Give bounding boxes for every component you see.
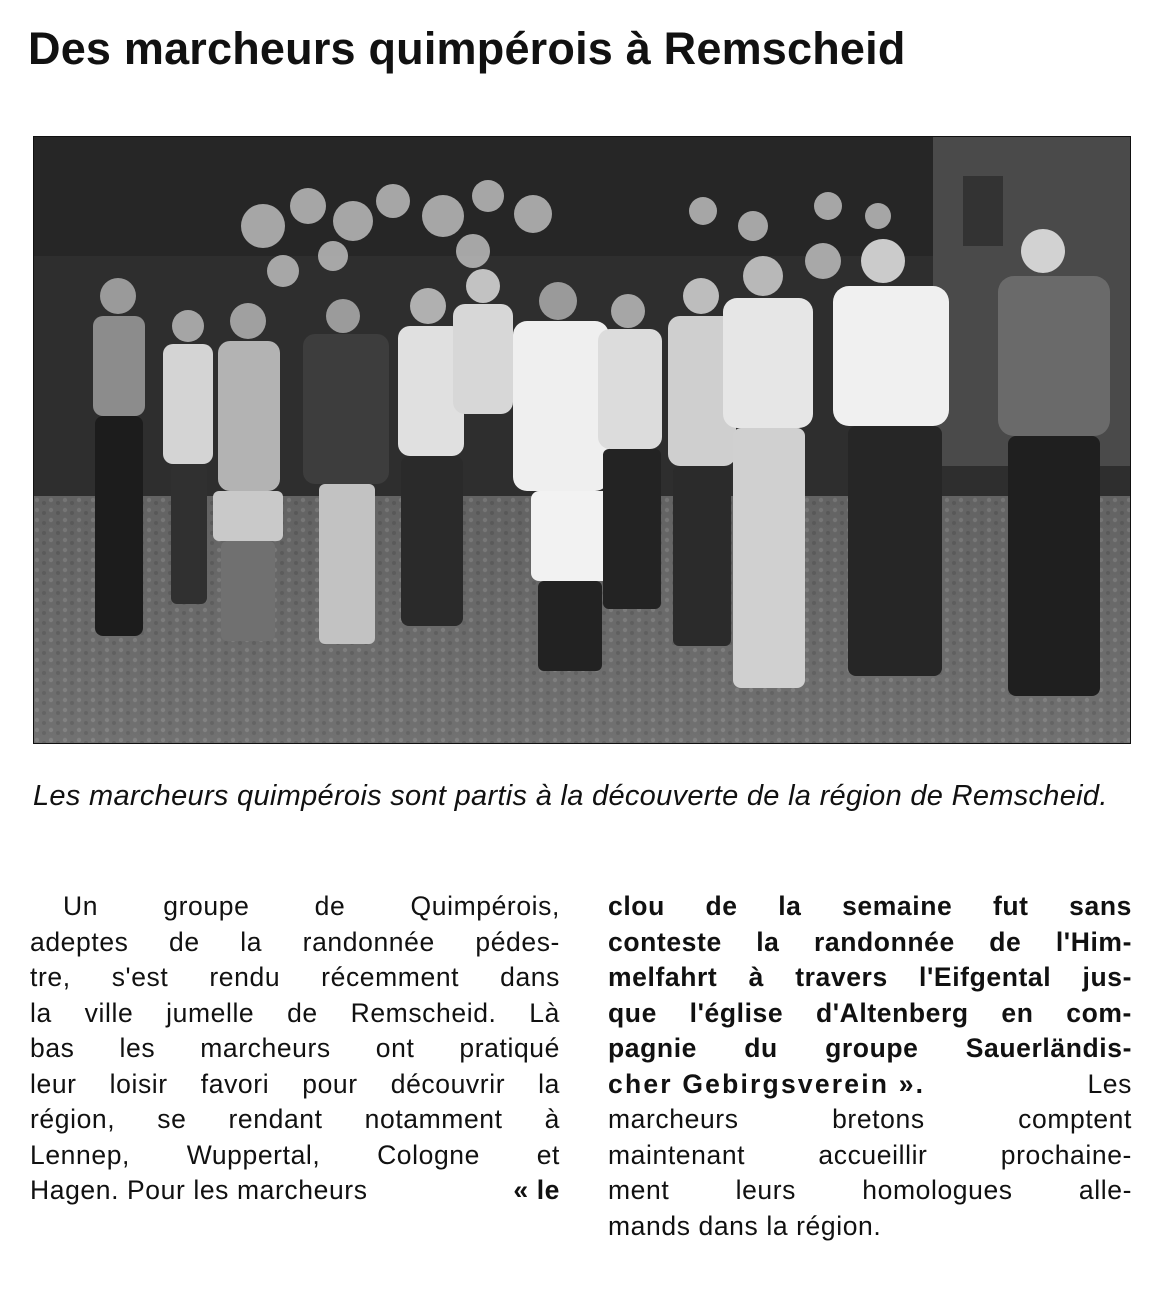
- body-line-text: Hagen. Pour les marcheurs: [30, 1175, 368, 1205]
- article-headline: Des marcheurs quimpérois à Remscheid: [28, 23, 906, 74]
- group-photo: [33, 136, 1131, 744]
- article-column-left: [30, 889, 560, 1209]
- body-line: [608, 1067, 1132, 1103]
- body-line: tre, s'est rendu récemment dans: [30, 962, 560, 992]
- body-line-bold: melfahrt à travers l'Eifgental jus-: [608, 962, 1132, 992]
- body-line-bold: pagnie du groupe Sauerländis-: [608, 1033, 1132, 1063]
- photo-caption: Les marcheurs quimpérois sont partis à la découverte de la région de Remscheid.: [33, 780, 1108, 812]
- body-line-bold: cher Gebirgsverein ».: [608, 1068, 926, 1099]
- body-line: leur loisir favori pour découvrir la: [30, 1068, 560, 1099]
- body-line: bas les marcheurs ont pratiqué: [30, 1033, 560, 1063]
- body-line: maintenant accueillir prochaine-: [608, 1139, 1132, 1170]
- body-line: [30, 1173, 560, 1209]
- body-line: la ville jumelle de Remscheid. Là: [30, 997, 560, 1028]
- body-line: région, se rendant notamment à: [30, 1104, 560, 1134]
- body-line-bold: conteste la randonnée de l'Him-: [608, 926, 1132, 957]
- body-line: Lennep, Wuppertal, Cologne et: [30, 1139, 560, 1170]
- body-line: adeptes de la randonnée pédes-: [30, 926, 560, 957]
- body-line-bold: clou de la semaine fut sans: [608, 891, 1132, 921]
- body-line: marcheurs bretons comptent: [608, 1104, 1132, 1134]
- body-line: ment leurs homologues alle-: [608, 1175, 1132, 1205]
- article-column-right: [608, 889, 1132, 1244]
- body-line-text: Les: [1087, 1068, 1132, 1099]
- body-line-bold: « le: [513, 1175, 560, 1205]
- body-line: Un groupe de Quimpérois,: [63, 891, 560, 921]
- body-line: mands dans la région.: [608, 1210, 882, 1241]
- body-line-bold: que l'église d'Altenberg en com-: [608, 997, 1132, 1028]
